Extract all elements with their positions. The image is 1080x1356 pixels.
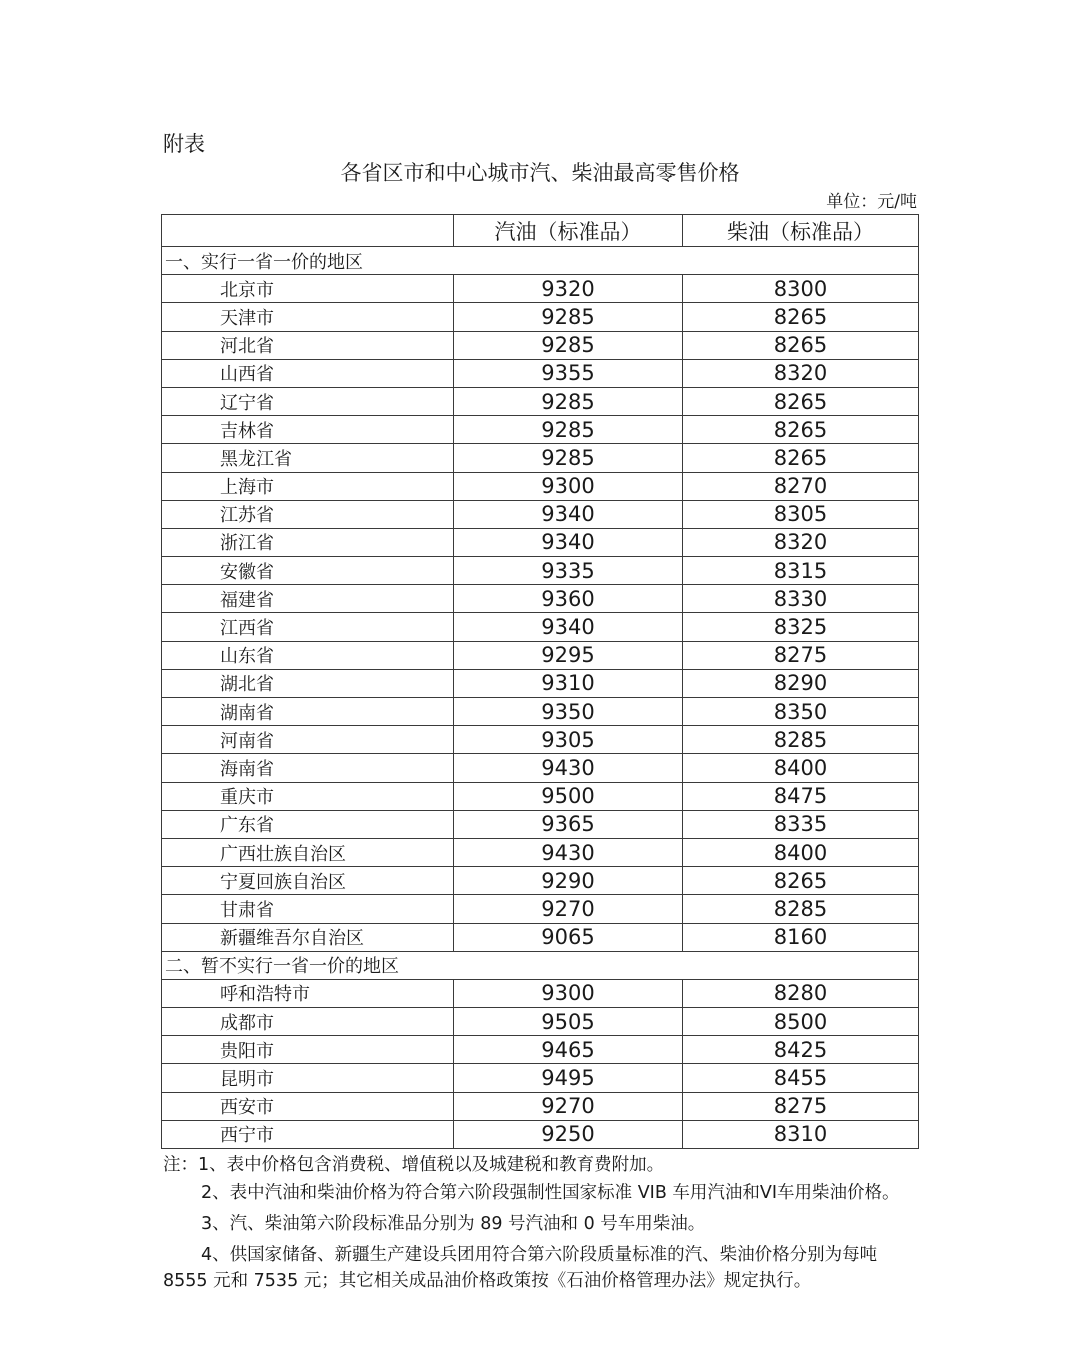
gasoline-price-cell: 9285 xyxy=(454,416,683,444)
region-cell: 昆明市 xyxy=(162,1064,454,1092)
gasoline-price-cell: 9310 xyxy=(454,669,683,697)
region-cell: 呼和浩特市 xyxy=(162,979,454,1007)
gasoline-price-cell: 9300 xyxy=(454,979,683,1007)
table-row xyxy=(162,331,919,359)
diesel-price-cell: 8160 xyxy=(683,923,919,951)
table-row xyxy=(162,895,919,923)
gasoline-price-cell: 9340 xyxy=(454,528,683,556)
note-3: 3、汽、柴油第六阶段标准品分别为 89 号汽油和 0 号车用柴油。 xyxy=(201,1214,706,1234)
region-cell: 福建省 xyxy=(162,585,454,613)
table-row xyxy=(162,810,919,838)
diesel-price-cell: 8275 xyxy=(683,1092,919,1120)
table-row xyxy=(162,416,919,444)
diesel-price-cell: 8350 xyxy=(683,698,919,726)
table-row xyxy=(162,500,919,528)
diesel-price-cell: 8325 xyxy=(683,613,919,641)
gasoline-price-cell: 9465 xyxy=(454,1036,683,1064)
gasoline-price-cell: 9290 xyxy=(454,867,683,895)
region-cell: 辽宁省 xyxy=(162,387,454,415)
diesel-price-cell: 8400 xyxy=(683,754,919,782)
diesel-price-cell: 8320 xyxy=(683,528,919,556)
gasoline-price-cell: 9355 xyxy=(454,359,683,387)
diesel-price-cell: 8280 xyxy=(683,979,919,1007)
table-row xyxy=(162,275,919,303)
unit-label: 单位：元/吨 xyxy=(826,192,917,212)
section-row xyxy=(162,247,919,275)
table-row xyxy=(162,613,919,641)
price-table xyxy=(161,214,919,1149)
table-row xyxy=(162,782,919,810)
region-cell: 广东省 xyxy=(162,810,454,838)
section-title: 二、暂不实行一省一价的地区 xyxy=(162,951,919,979)
page-title: 各省区市和中心城市汽、柴油最高零售价格 xyxy=(340,161,740,185)
gasoline-price-cell: 9320 xyxy=(454,275,683,303)
diesel-price-cell: 8285 xyxy=(683,895,919,923)
gasoline-price-cell: 9365 xyxy=(454,810,683,838)
table-row xyxy=(162,557,919,585)
table-row xyxy=(162,979,919,1007)
gasoline-price-cell: 9270 xyxy=(454,895,683,923)
region-cell: 成都市 xyxy=(162,1008,454,1036)
diesel-price-cell: 8330 xyxy=(683,585,919,613)
note-4: 4、供国家储备、新疆生产建设兵团用符合第六阶段质量标准的汽、柴油价格分别为每吨 8555 元和 7535 元；其它相关成品油价格政策按《石油价格管理办法》规定执行。 xyxy=(163,1245,878,1291)
header-region xyxy=(162,215,454,247)
table-row xyxy=(162,1092,919,1120)
gasoline-price-cell: 9430 xyxy=(454,838,683,866)
region-cell: 河南省 xyxy=(162,726,454,754)
gasoline-price-cell: 9360 xyxy=(454,585,683,613)
table-row xyxy=(162,923,919,951)
gasoline-price-cell: 9305 xyxy=(454,726,683,754)
region-cell: 湖北省 xyxy=(162,669,454,697)
diesel-price-cell: 8285 xyxy=(683,726,919,754)
gasoline-price-cell: 9500 xyxy=(454,782,683,810)
gasoline-price-cell: 9295 xyxy=(454,641,683,669)
region-cell: 湖南省 xyxy=(162,698,454,726)
appendix-label: 附表 xyxy=(163,132,205,156)
gasoline-price-cell: 9335 xyxy=(454,557,683,585)
gasoline-price-cell: 9285 xyxy=(454,444,683,472)
region-cell: 重庆市 xyxy=(162,782,454,810)
table-row xyxy=(162,359,919,387)
diesel-price-cell: 8315 xyxy=(683,557,919,585)
region-cell: 甘肃省 xyxy=(162,895,454,923)
table-row xyxy=(162,303,919,331)
gasoline-price-cell: 9285 xyxy=(454,331,683,359)
gasoline-price-cell: 9430 xyxy=(454,754,683,782)
gasoline-price-cell: 9065 xyxy=(454,923,683,951)
diesel-price-cell: 8320 xyxy=(683,359,919,387)
region-cell: 广西壮族自治区 xyxy=(162,838,454,866)
region-cell: 浙江省 xyxy=(162,528,454,556)
table-row xyxy=(162,669,919,697)
header-diesel: 柴油（标准品） xyxy=(683,215,919,247)
table-row xyxy=(162,1120,919,1148)
gasoline-price-cell: 9350 xyxy=(454,698,683,726)
region-cell: 西安市 xyxy=(162,1092,454,1120)
table-row xyxy=(162,754,919,782)
diesel-price-cell: 8265 xyxy=(683,867,919,895)
region-cell: 河北省 xyxy=(162,331,454,359)
region-cell: 江西省 xyxy=(162,613,454,641)
gasoline-price-cell: 9340 xyxy=(454,613,683,641)
table-row xyxy=(162,867,919,895)
diesel-price-cell: 8335 xyxy=(683,810,919,838)
gasoline-price-cell: 9270 xyxy=(454,1092,683,1120)
diesel-price-cell: 8425 xyxy=(683,1036,919,1064)
table-row xyxy=(162,641,919,669)
table-row xyxy=(162,698,919,726)
diesel-price-cell: 8265 xyxy=(683,416,919,444)
gasoline-price-cell: 9250 xyxy=(454,1120,683,1148)
region-cell: 上海市 xyxy=(162,472,454,500)
gasoline-price-cell: 9340 xyxy=(454,500,683,528)
table-row xyxy=(162,387,919,415)
table-row xyxy=(162,1064,919,1092)
table-row xyxy=(162,444,919,472)
diesel-price-cell: 8275 xyxy=(683,641,919,669)
diesel-price-cell: 8270 xyxy=(683,472,919,500)
table-row xyxy=(162,726,919,754)
diesel-price-cell: 8310 xyxy=(683,1120,919,1148)
diesel-price-cell: 8400 xyxy=(683,838,919,866)
table-row xyxy=(162,1036,919,1064)
diesel-price-cell: 8500 xyxy=(683,1008,919,1036)
region-cell: 山西省 xyxy=(162,359,454,387)
region-cell: 江苏省 xyxy=(162,500,454,528)
diesel-price-cell: 8290 xyxy=(683,669,919,697)
diesel-price-cell: 8475 xyxy=(683,782,919,810)
region-cell: 安徽省 xyxy=(162,557,454,585)
notes xyxy=(163,1152,920,1294)
region-cell: 黑龙江省 xyxy=(162,444,454,472)
section-title: 一、实行一省一价的地区 xyxy=(162,247,919,275)
region-cell: 山东省 xyxy=(162,641,454,669)
region-cell: 新疆维吾尔自治区 xyxy=(162,923,454,951)
table-header-row xyxy=(162,215,919,247)
table-row xyxy=(162,585,919,613)
note-2: 2、表中汽油和柴油价格为符合第六阶段强制性国家标准 VIB 车用汽油和VI车用柴油价格。 xyxy=(201,1183,900,1203)
diesel-price-cell: 8300 xyxy=(683,275,919,303)
note-1: 注：1、表中价格包含消费税、增值税以及城建税和教育费附加。 xyxy=(163,1155,665,1175)
region-cell: 西宁市 xyxy=(162,1120,454,1148)
gasoline-price-cell: 9505 xyxy=(454,1008,683,1036)
diesel-price-cell: 8265 xyxy=(683,303,919,331)
region-cell: 海南省 xyxy=(162,754,454,782)
diesel-price-cell: 8265 xyxy=(683,331,919,359)
diesel-price-cell: 8265 xyxy=(683,444,919,472)
table-row xyxy=(162,838,919,866)
region-cell: 北京市 xyxy=(162,275,454,303)
gasoline-price-cell: 9300 xyxy=(454,472,683,500)
header-gasoline: 汽油（标准品） xyxy=(454,215,683,247)
region-cell: 天津市 xyxy=(162,303,454,331)
gasoline-price-cell: 9495 xyxy=(454,1064,683,1092)
region-cell: 宁夏回族自治区 xyxy=(162,867,454,895)
diesel-price-cell: 8265 xyxy=(683,387,919,415)
gasoline-price-cell: 9285 xyxy=(454,387,683,415)
section-row xyxy=(162,951,919,979)
region-cell: 贵阳市 xyxy=(162,1036,454,1064)
diesel-price-cell: 8305 xyxy=(683,500,919,528)
region-cell: 吉林省 xyxy=(162,416,454,444)
gasoline-price-cell: 9285 xyxy=(454,303,683,331)
diesel-price-cell: 8455 xyxy=(683,1064,919,1092)
table-row xyxy=(162,472,919,500)
table-row xyxy=(162,528,919,556)
table-row xyxy=(162,1008,919,1036)
